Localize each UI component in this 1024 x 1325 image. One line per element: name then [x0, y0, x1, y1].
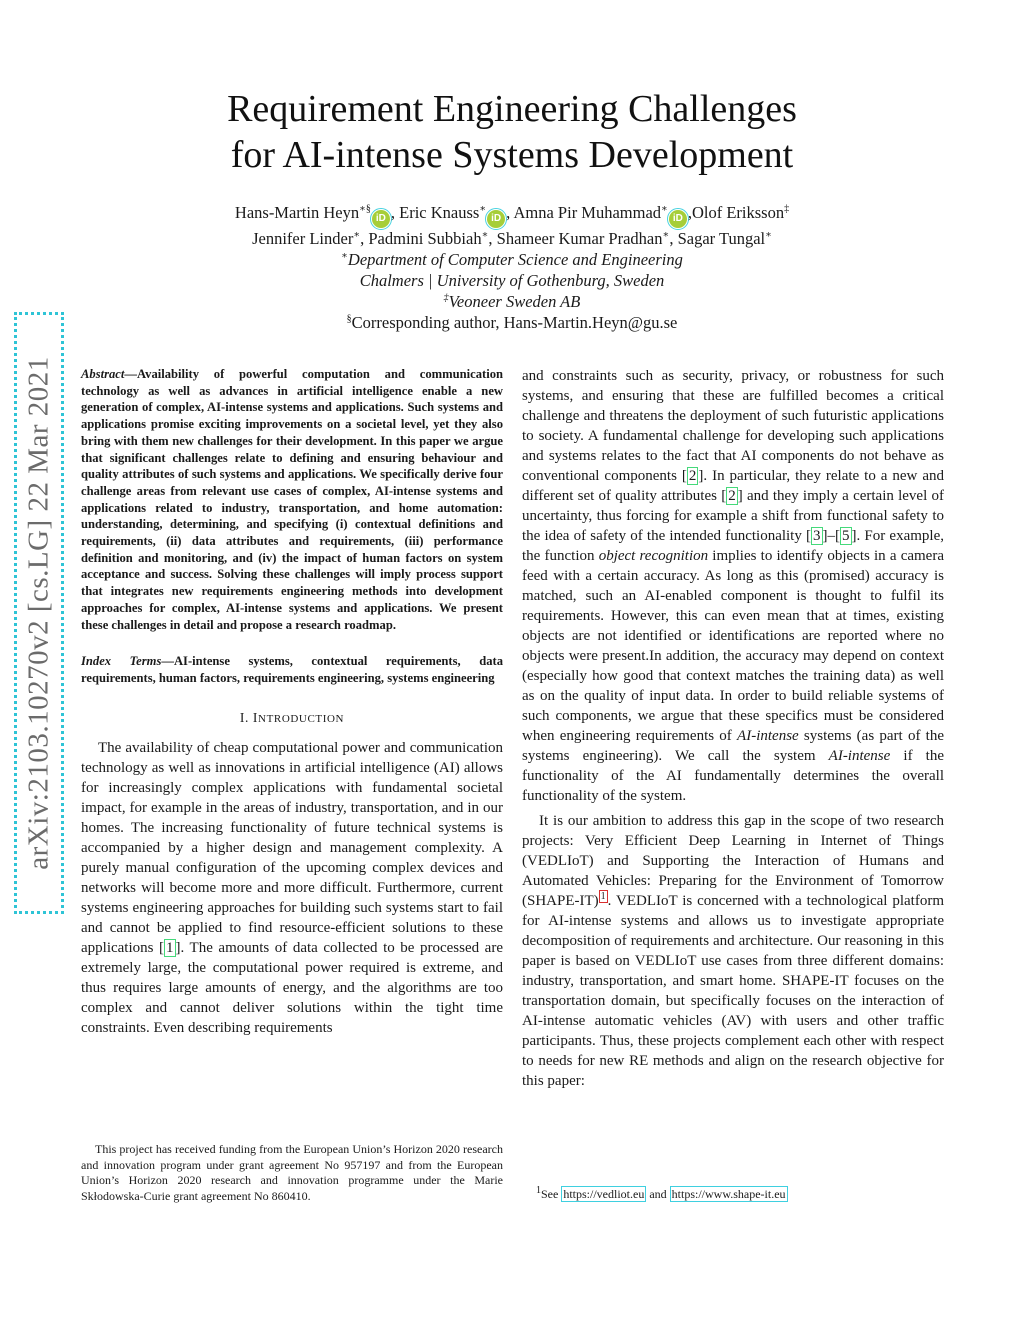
paragraph-text: The availability of cheap computational power and communication technology as well as innovations in artificial intelligence (AI) allows for increasingly complex applications with fundamental societal impact, for example in the areas of industry, transportation, and in our homes. The increasing functionality of future technical systems is accompanied by a higher design and management complexity. A purely manual configuration of the upcoming complex devices and networks will become more and more difficult. Furthermore, current systems engineering approaches for building such systems start to fail and cannot be applied to find resource-efficient solutions to these applications	[81, 739, 503, 956]
footnote-link[interactable]: 1	[600, 891, 606, 902]
paragraph-text: . VEDLIoT is concerned with a technological platform for AI-intense systems and allows us to investigate appropriate decomposition of requirements and architecture. Our reasoning in this paper is based on VEDLIoT use cases from three different domains: industry, transportation, and smart home. SHAPE-IT focuses on the transportation domain, but specifically focuses on the interaction of AI-intense automatic vehicles (AV) with users and other traffic participants. Thus, these projects complement each other with respect to needs for new RE methods and align on the research objective for this paper:	[522, 893, 944, 1089]
citation-link[interactable]: 5	[842, 528, 850, 544]
paragraph-text: . In particular, they relate to a new and different set of quality attributes	[522, 468, 945, 504]
orcid-icon[interactable]: iD	[669, 210, 687, 228]
affiliation-mark: §	[346, 313, 352, 325]
author-affiliation-mark: ‡	[784, 203, 790, 215]
emphasis-text: AI-intense	[737, 728, 799, 744]
paragraph-text: and they imply a certain level of uncertainty, thus forcing for example a shift from functional safety to the idea of safety of the intended functionality	[522, 488, 944, 544]
citation-link[interactable]: 1	[166, 939, 174, 956]
author-name: , Eric Knauss	[390, 203, 480, 222]
shape-it-link[interactable]: https://www.shape-it.eu	[671, 1187, 786, 1201]
title-line-2: for AI-intense Systems Development	[230, 134, 794, 176]
author-name: Jennifer Linder	[252, 229, 354, 248]
author-name: Hans-Martin Heyn	[234, 203, 360, 222]
funding-footnote: This project has received funding from the European Union’s Horizon 2020 research and innovation program under grant agreement No 957197 and from the European Union’s Horizon 2020 research and innovation programme under the Marie Skłodowska-Curie grant agreement No 860410.	[81, 1142, 503, 1203]
index-terms-label: Index Terms	[81, 654, 162, 669]
paper-title	[120, 86, 904, 178]
vedliot-link[interactable]: https://vedliot.eu	[563, 1187, 645, 1201]
emphasis-text: object recognition	[598, 548, 709, 564]
right-column	[522, 366, 944, 1091]
orcid-icon[interactable]: iD	[487, 210, 505, 228]
arxiv-stamp	[14, 312, 64, 914]
paragraph-text: It is our ambition to address this gap in the scope of two research projects: Very Efficient Deep Learning in Internet of Things (VEDLIoT) and Supporting the Interaction of Humans and Automated Vehicles: Preparing for the Environment of Tomorrow (SHAPE-IT)	[522, 813, 944, 909]
title-line-1: Requirement Engineering Challenges	[227, 88, 797, 130]
orcid-icon[interactable]: iD	[372, 210, 390, 228]
citation-range-dash: –	[827, 528, 836, 544]
author-name: ,Olof Eriksson	[687, 203, 785, 222]
intro-paragraph-continued: and constraints such as security, privacy, or robustness for such systems, and ensuring that these are fulfilled becomes a critical challenge and threatens the deployment of such futuristic applications to society. A fundamental challenge for developing such applications and systems relates to the fact that AI components do not behave as conventional components [ 2 ]. In particular, they relate to a new and different set of quality attributes [ 2 ] and they imply a certain level of uncertainty, thus forcing for example a shift from functional safety to the idea of safety of the intended functionality [ 3 ]–[ 5 ]. For example, the function object recognition implies to identify objects in a camera feed with a certain accuracy. As long as this (promised) accuracy is matched, such an AI-enabled component is thought to fulfil its requirements. However, this can even mean that at times, existing objects are not identified or identifications are reported where no objects were present.In addition, the accuracy may depend on context (especially how good that context matches the training data) as well as on the quality of input data. In order to build reliable systems of such components, we argue that these specifics must be considered when engineering requirements of AI-intense systems (as part of the systems engineering). We call the system AI-intense if the functionality of the AI fundamentally determines the overall functionality of the system.	[522, 368, 945, 804]
affiliation-text: Veoneer Sweden AB	[448, 292, 581, 311]
abstract	[81, 366, 503, 633]
author-affiliation-mark: ∗	[765, 229, 772, 241]
section-number: I. I	[239, 709, 259, 725]
footnote-1	[522, 1187, 944, 1203]
paragraph-text: implies to identify objects in a camera feed with a certain accuracy. As long as this (promised) accuracy is matched, such an AI-enabled component is thought to fulfil its requirements. However, this can even mean that at times, existing objects are not identified or identifications are reported where no objects were present.In addition, the accuracy may depend on context (especially how good that context matches the training data) as well as on the quality of input data. In order to build reliable systems of such components, we argue that these specifics must be considered when engineering requirements of	[522, 548, 944, 744]
affiliation-text: Department of Computer Science and Engineering	[347, 250, 683, 269]
paragraph-text: and constraints such as security, privacy, or robustness for such systems, and ensuring that these are fulfilled becomes a critical challenge and threatens the deployment of such futuristic applications to society. A fundamental challenge for developing such applications and systems relates to the fact that AI components do not behave as conventional components	[522, 368, 944, 484]
author-affiliation-mark: ∗	[353, 229, 361, 241]
author-name: Sagar Tungal	[677, 229, 766, 248]
left-column	[81, 366, 503, 1038]
author-name: Shameer Kumar Pradhan	[496, 229, 663, 248]
affiliation-university: Chalmers | University of Gothenburg, Sweden	[359, 271, 665, 290]
citation-link[interactable]: 2	[688, 468, 697, 484]
section-heading-introduction	[81, 708, 503, 729]
author-line-2	[140, 228, 884, 249]
paragraph-text: systems (as part of the systems engineering). We call the system	[522, 728, 945, 764]
author-name: , Amna Pir Muhammad	[506, 203, 662, 222]
citation-link[interactable]: 2	[728, 488, 736, 504]
author-name: Padmini Subbiah	[368, 229, 482, 248]
index-terms-text: —AI-intense systems, contextual requirements, data requirements, human factors, requirements engineering, systems engineering	[81, 654, 503, 685]
author-separator: ,	[488, 229, 497, 248]
author-affiliation-mark: ∗	[662, 229, 670, 241]
corresponding-author	[140, 312, 884, 333]
abstract-label: Abstract	[81, 367, 125, 381]
footnote-text: and	[646, 1187, 670, 1201]
index-terms	[81, 653, 503, 686]
author-block	[140, 202, 884, 333]
citation-link[interactable]: 3	[813, 528, 821, 544]
abstract-text: —Availability of powerful computation and communication technology as well as advances in artificial intelligence enable a new generation of complex, AI-intense systems and applications. Such systems and applications promise exciting improvements on a societal level, yet they also bring with them new challenges for their development. In this paper we argue that significant challenges relate to defining and ensuring behaviour and quality attributes of such systems and applications. We specifically derive four challenge areas from relevant use cases of complex, AI-intense systems and applications related to industry, transportation, and home automation: understanding, determining, and specifying (i) contextual definitions and requirements, (ii) data attributes and requirements, (iii) performance definition and monitoring, and (iv) the impact of human factors on system acceptance and success. Solving these challenges will imply process support that integrates new requirements engineering methods into development approaches for complex, AI-intense systems and applications. We present these challenges in detail and propose a research roadmap.	[81, 367, 503, 632]
affiliation-mark: ‡	[443, 292, 449, 304]
paragraph-text: . The amounts of data collected to be processed are extremely large, the computational power required is extreme, and thus requires large amounts of energy, and the algorithms are too complex and cannot deliver solutions within the tight time constraints. Even describing requirements	[81, 939, 503, 1036]
author-affiliation-mark: ∗§	[359, 203, 371, 215]
author-affiliation-mark: ∗	[479, 203, 487, 215]
author-separator: ,	[360, 229, 369, 248]
affiliation-department	[140, 249, 884, 270]
affiliation-veoneer	[140, 291, 884, 312]
intro-paragraph-1: The availability of cheap computational power and communication technology as well as innovations in artificial intelligence (AI) allows for increasingly complex applications with fundamental societal impact, for example in the areas of industry, transportation, and in our homes. The increasing functionality of future technical systems is accompanied by a higher design and management complexity. A purely manual configuration of the upcoming complex devices and networks will become more and more difficult. Furthermore, current systems engineering approaches for building such systems start to fail and cannot be applied to find resource-efficient solutions to these applications [ 1 ]. The amounts of data collected to be processed are extremely large, the computational power required is extreme, and thus requires large amounts of energy, and the algorithms are too complex and cannot deliver solutions within the tight time constraints. Even describing requirements	[81, 739, 503, 1036]
footnote-mark: 1	[536, 1185, 541, 1196]
author-separator: ,	[669, 229, 678, 248]
author-line-1	[140, 202, 884, 228]
paragraph-text: . For example, the function	[522, 528, 944, 564]
intro-paragraph-2	[522, 811, 944, 1091]
section-title: NTRODUCTION	[258, 712, 345, 725]
affiliation-mark: ∗	[341, 250, 348, 262]
arxiv-identifier: arXiv:2103.10270v2 [cs.LG] 22 Mar 2021	[22, 356, 55, 870]
author-affiliation-mark: ∗	[661, 203, 668, 215]
emphasis-text: AI-intense	[828, 748, 891, 764]
footnote-text: See	[541, 1187, 562, 1201]
corresponding-author-text: Corresponding author, Hans-Martin.Heyn@gu.se	[351, 313, 678, 332]
author-affiliation-mark: ∗	[481, 229, 489, 241]
paragraph-text: if the functionality of the AI fundamentally determines the overall functionality of the system.	[522, 748, 944, 804]
